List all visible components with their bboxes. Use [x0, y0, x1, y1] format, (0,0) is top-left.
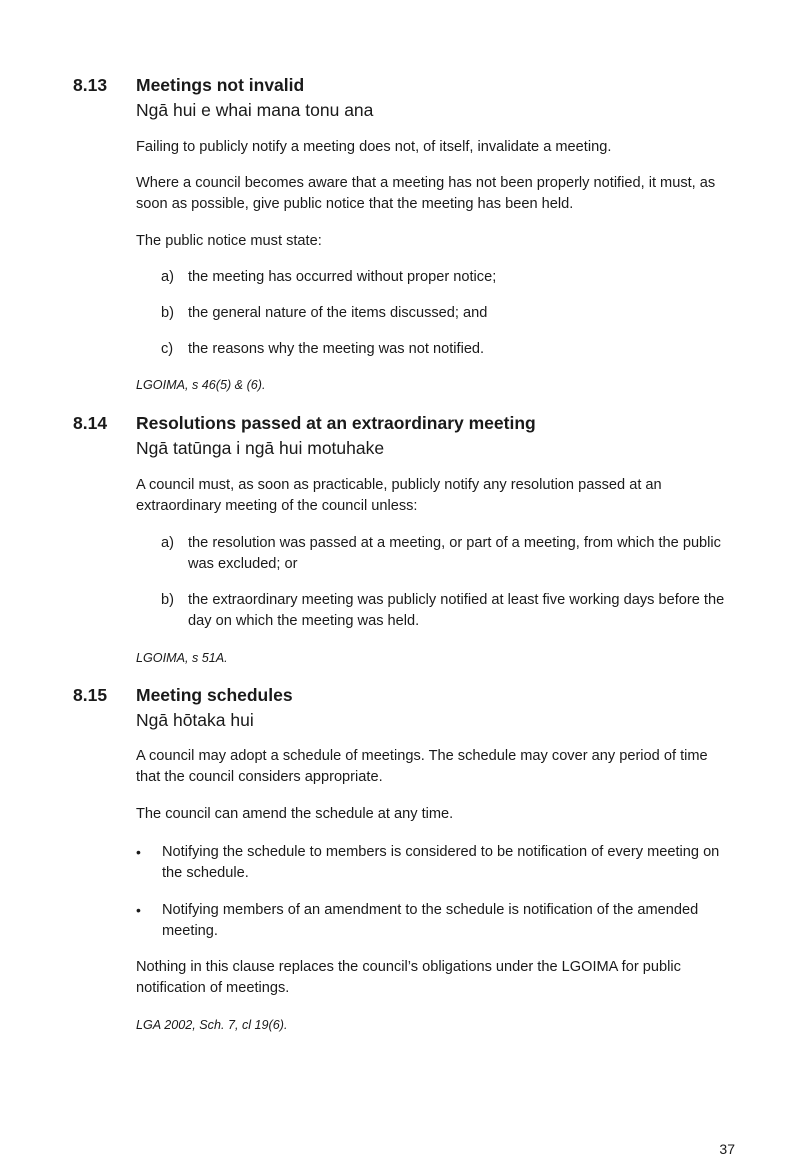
list-marker: c)	[161, 341, 174, 357]
bullet-icon: •	[136, 844, 141, 860]
section-subtitle: Ngā hui e whai mana tonu ana	[136, 100, 374, 120]
section-title: Resolutions passed at an extraordinary meeting	[136, 413, 536, 433]
paragraph: Failing to publicly notify a meeting does not, of itself, invalidate a meeting.	[136, 139, 612, 155]
paragraph: The council can amend the schedule at any time.	[136, 806, 454, 822]
paragraph: A council must, as soon as practicable, publicly notify any resolution passed at an extraordinary meeting of the council unless:	[136, 477, 662, 514]
section-number: 8.14	[73, 413, 108, 433]
paragraph: Where a council becomes aware that a meeting has not been properly notified, it must, as soon as possible, give public notice that the meeting has been held.	[136, 175, 716, 212]
section-title: Meeting schedules	[136, 685, 293, 705]
list-text: the general nature of the items discussed; and	[188, 305, 488, 321]
list-marker: b)	[161, 305, 174, 321]
section-subtitle: Ngā hōtaka hui	[136, 710, 254, 730]
page-number: 37	[719, 1141, 735, 1157]
section-title: Meetings not invalid	[136, 75, 305, 95]
citation: LGOIMA, s 51A.	[136, 651, 228, 665]
citation: LGA 2002, Sch. 7, cl 19(6).	[136, 1018, 288, 1032]
paragraph: The public notice must state:	[136, 233, 322, 249]
section-number: 8.13	[73, 75, 108, 95]
citation: LGOIMA, s 46(5) & (6).	[136, 378, 266, 392]
list-marker: b)	[161, 592, 174, 608]
paragraph: Nothing in this clause replaces the council’s obligations under the LGOIMA for public notification of meetings.	[136, 959, 681, 996]
list-text: the reasons why the meeting was not notified.	[188, 341, 485, 357]
list-text: the resolution was passed at a meeting, or part of a meeting, from which the public was excluded; or	[188, 535, 721, 572]
bullet-text: Notifying the schedule to members is considered to be notification of every meeting on the schedule.	[162, 844, 720, 881]
list-text: the meeting has occurred without proper notice;	[188, 269, 497, 285]
bullet-text: Notifying members of an amendment to the schedule is notification of the amended meeting.	[162, 902, 699, 939]
bullet-icon: •	[136, 902, 141, 918]
paragraph: A council may adopt a schedule of meetings. The schedule may cover any period of time that the council considers appropriate.	[136, 748, 708, 785]
section-subtitle: Ngā tatūnga i ngā hui motuhake	[136, 438, 385, 458]
list-text: the extraordinary meeting was publicly notified at least five working days before the day on which the meeting was held.	[188, 592, 725, 629]
section-number: 8.15	[73, 685, 108, 705]
list-marker: a)	[161, 535, 174, 551]
list-marker: a)	[161, 269, 174, 285]
